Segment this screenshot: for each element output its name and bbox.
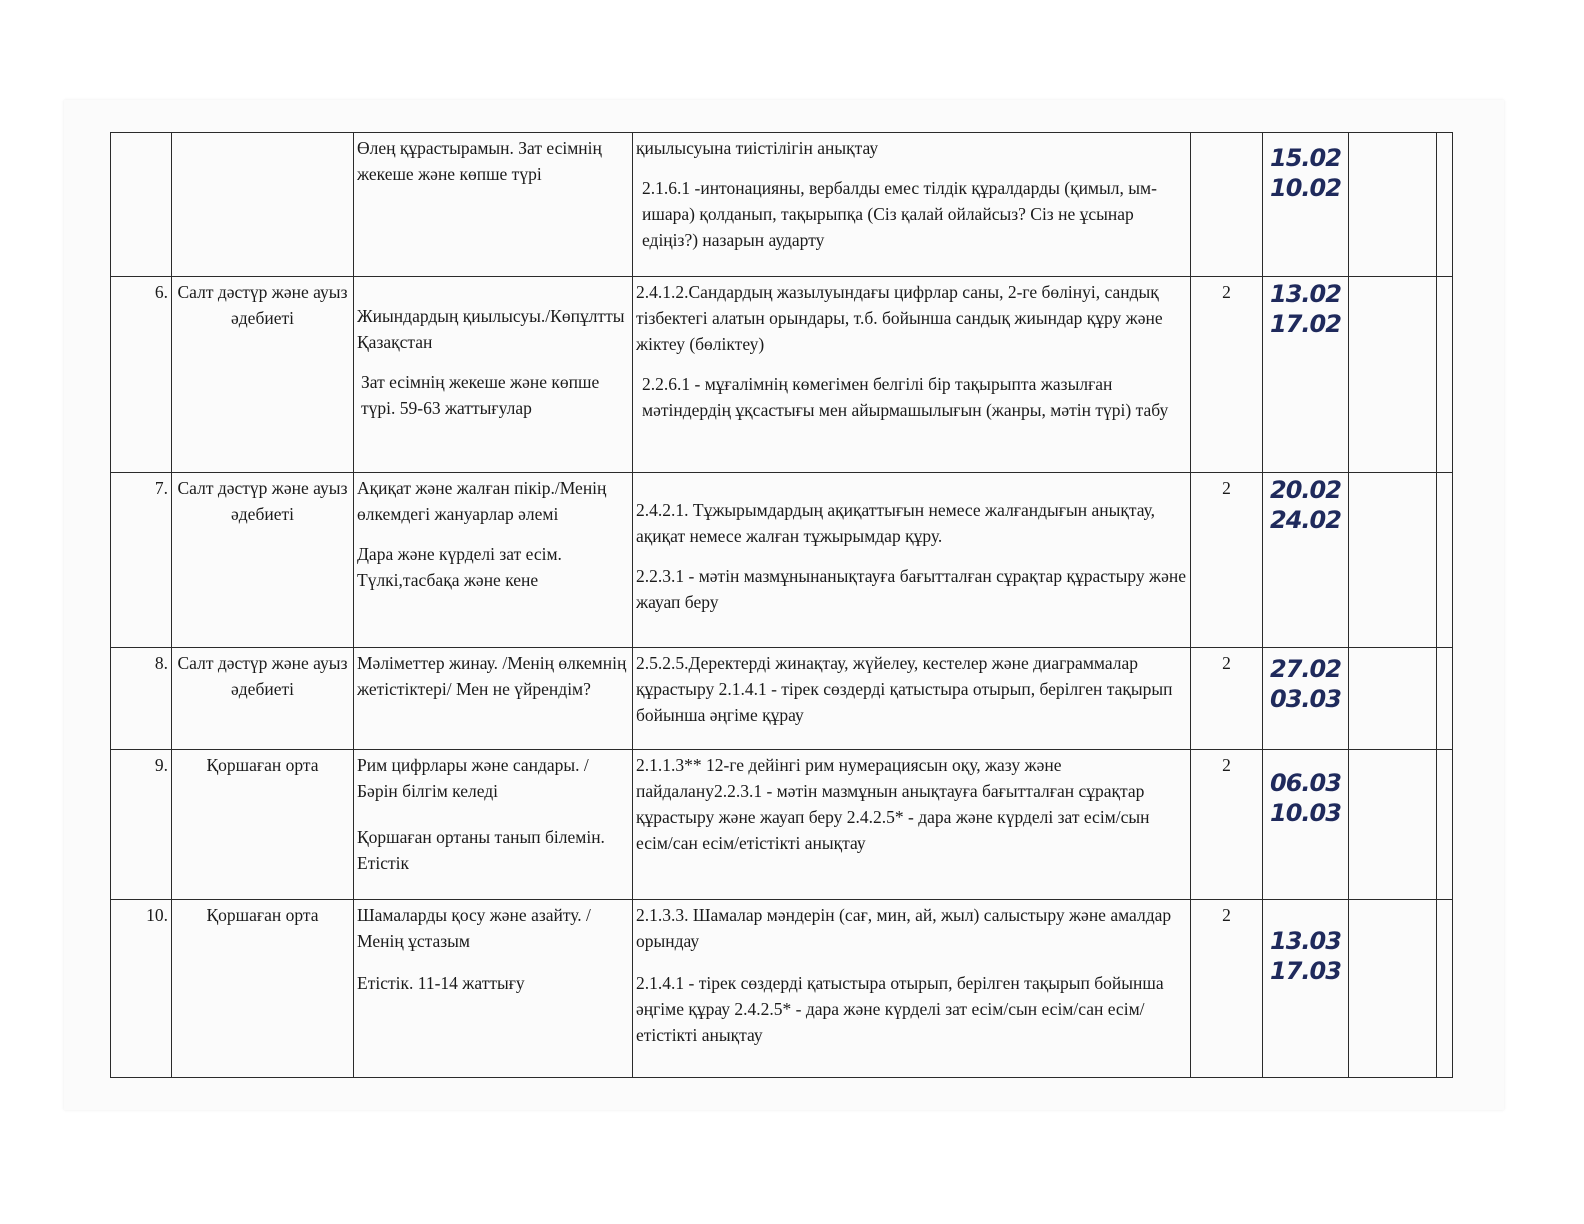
row-number: 9. [111,749,172,899]
row-hours [1191,133,1263,277]
handwritten-date: 17.03 [1270,957,1341,986]
row-theme: Қоршаған орта [172,749,354,899]
row-extra [1437,900,1453,1078]
table-row [111,473,1453,648]
row-dates [1263,900,1349,1078]
row-topic [354,900,633,1078]
row-topic [354,749,633,899]
topic-text: Қоршаған ортаны танып білемін. Етістік [357,826,605,873]
row-objectives [633,473,1191,648]
table-row [111,749,1453,899]
row-objectives [633,648,1191,750]
handwritten-date: 06.03 [1270,768,1341,797]
row-theme: Салт дәстүр және ауыз әдебиеті [172,277,354,473]
row-hours: 2 [1191,473,1263,648]
row-dates [1263,648,1349,750]
row-notes [1349,277,1437,473]
row-extra [1437,277,1453,473]
topic-text: Шамаларды қосу және азайту. /Менің ұстазым [357,905,591,952]
row-notes [1349,473,1437,648]
objective-text: 2.1.6.1 -интонацияны, вербалды емес тілдік құралдарды (қимыл, ым-ишара) қолданып, тақырыпқа (Сіз қалай ойлайсыз? Сіз не ұсынар едіңіз?) назарын аударту [642,178,1157,250]
row-dates [1263,277,1349,473]
row-notes [1349,900,1437,1078]
objective-text: 2.1.3.3. Шамалар мәндерін (сағ, мин, ай, жыл) салыстыру және амалдар орындау [636,905,1172,952]
handwritten-date: 17.02 [1270,310,1341,339]
objective-text: 2.1.4.1 - тірек сөздерді қатыстыра отырып, берілген тақырып бойынша әңгіме құрау 2.4.2.5* - дара және күрделі зат есім/сын есім/сан есім/етістікті анықтау [636,973,1164,1046]
topic-text: Рим цифрлары және сандары. /Бәрін білгім келеді [357,754,589,801]
row-dates [1263,749,1349,899]
handwritten-date: 13.03 [1270,927,1341,956]
row-objectives [633,277,1191,473]
handwritten-date: 20.02 [1270,476,1341,505]
row-notes [1349,749,1437,899]
handwritten-date: 10.02 [1270,174,1341,202]
handwritten-date: 10.03 [1270,798,1341,827]
row-topic [354,133,633,277]
row-number: 8. [111,648,172,750]
row-number [111,133,172,277]
objective-text: қиылысуына тиістілігін анықтау [636,138,879,158]
objective-text: 2.4.2.1. Тұжырымдардың ақиқаттығын немесе жалғандығын анықтау, ақиқат немесе жалған тұжырымдар құру. [636,500,1155,547]
topic-text: Жиындардың қиылысуы./Көпұлтты Қазақстан [357,306,625,353]
row-number: 10. [111,900,172,1078]
objective-text: 2.2.3.1 - мәтін мазмұнынанықтауға бағытталған сұрақтар құрастыру және жауап беру [636,566,1187,613]
topic-text: Зат есімнің жекеше және көпше түрі. 59-63 жаттығулар [361,372,600,419]
row-objectives [633,900,1191,1078]
row-theme: Салт дәстүр және ауыз әдебиеті [172,473,354,648]
row-theme [172,133,354,277]
row-extra [1437,648,1453,750]
objective-text: 2.1.1.3** 12-ге дейінгі рим нумерациясын оқу, жазу және пайдалану2.2.3.1 - мәтін мазмұнын анықтауға бағытталған сұрақтар құрастыру және жауап беру 2.4.2.5* - дара және күрделі зат есім/сын есім/сан есім/етістікті анықтау [636,754,1150,853]
row-hours: 2 [1191,900,1263,1078]
table-row [111,133,1453,277]
topic-text: Мәліметтер жинау. /Менің өлкемнің жетістіктері/ Мен не үйрендім? [357,653,627,700]
row-objectives [633,133,1191,277]
row-extra [1437,133,1453,277]
objective-text: 2.4.1.2.Сандардың жазылуындағы цифрлар саны, 2-ге бөлінуі, сандық тізбектегі алатын орындары, т.б. бойынша сандық жиындар құру және жіктеу (бөліктеу) [636,282,1163,355]
row-dates [1263,473,1349,648]
row-number: 6. [111,277,172,473]
handwritten-date: 13.02 [1270,280,1341,309]
row-topic [354,473,633,648]
row-number: 7. [111,473,172,648]
row-objectives [633,749,1191,899]
row-hours: 2 [1191,749,1263,899]
topic-text: Ақиқат және жалған пікір./Менің өлкемдегі жануарлар әлемі [357,478,607,525]
row-topic [354,648,633,750]
table-row [111,648,1453,750]
topic-text: Дара және күрделі зат есім. Түлкі,тасбақа және кене [357,544,562,591]
handwritten-date: 15.02 [1270,144,1341,172]
row-extra [1437,749,1453,899]
objective-text: 2.5.2.5.Деректерді жинақтау, жүйелеу, кестелер және диаграммалар құрастыру 2.1.4.1 - тірек сөздерді қатыстыра отырып, берілген тақырып бойынша әңгіме құрау [636,653,1173,726]
row-topic [354,277,633,473]
row-theme: Салт дәстүр және ауыз әдебиеті [172,648,354,750]
row-notes [1349,133,1437,277]
row-theme: Қоршаған орта [172,900,354,1078]
row-extra [1437,473,1453,648]
handwritten-date: 27.02 [1270,655,1341,684]
topic-text: Өлең құрастырамын. Зат есімнің жекеше және көпше түрі [357,138,602,184]
handwritten-date: 03.03 [1270,685,1341,714]
table-row [111,277,1453,473]
row-notes [1349,648,1437,750]
handwritten-date: 24.02 [1270,506,1341,535]
topic-text: Етістік. 11-14 жаттығу [357,973,525,994]
objective-text: 2.2.6.1 - мұғалімнің көмегімен белгілі бір тақырыпта жазылған мәтіндердің ұқсастығы мен айырмашылығын (жанры, мәтін түрі) табу [642,374,1169,421]
row-dates [1263,133,1349,277]
row-hours: 2 [1191,648,1263,750]
table-row [111,900,1453,1078]
lesson-plan-table [110,132,1453,1078]
row-hours: 2 [1191,277,1263,473]
